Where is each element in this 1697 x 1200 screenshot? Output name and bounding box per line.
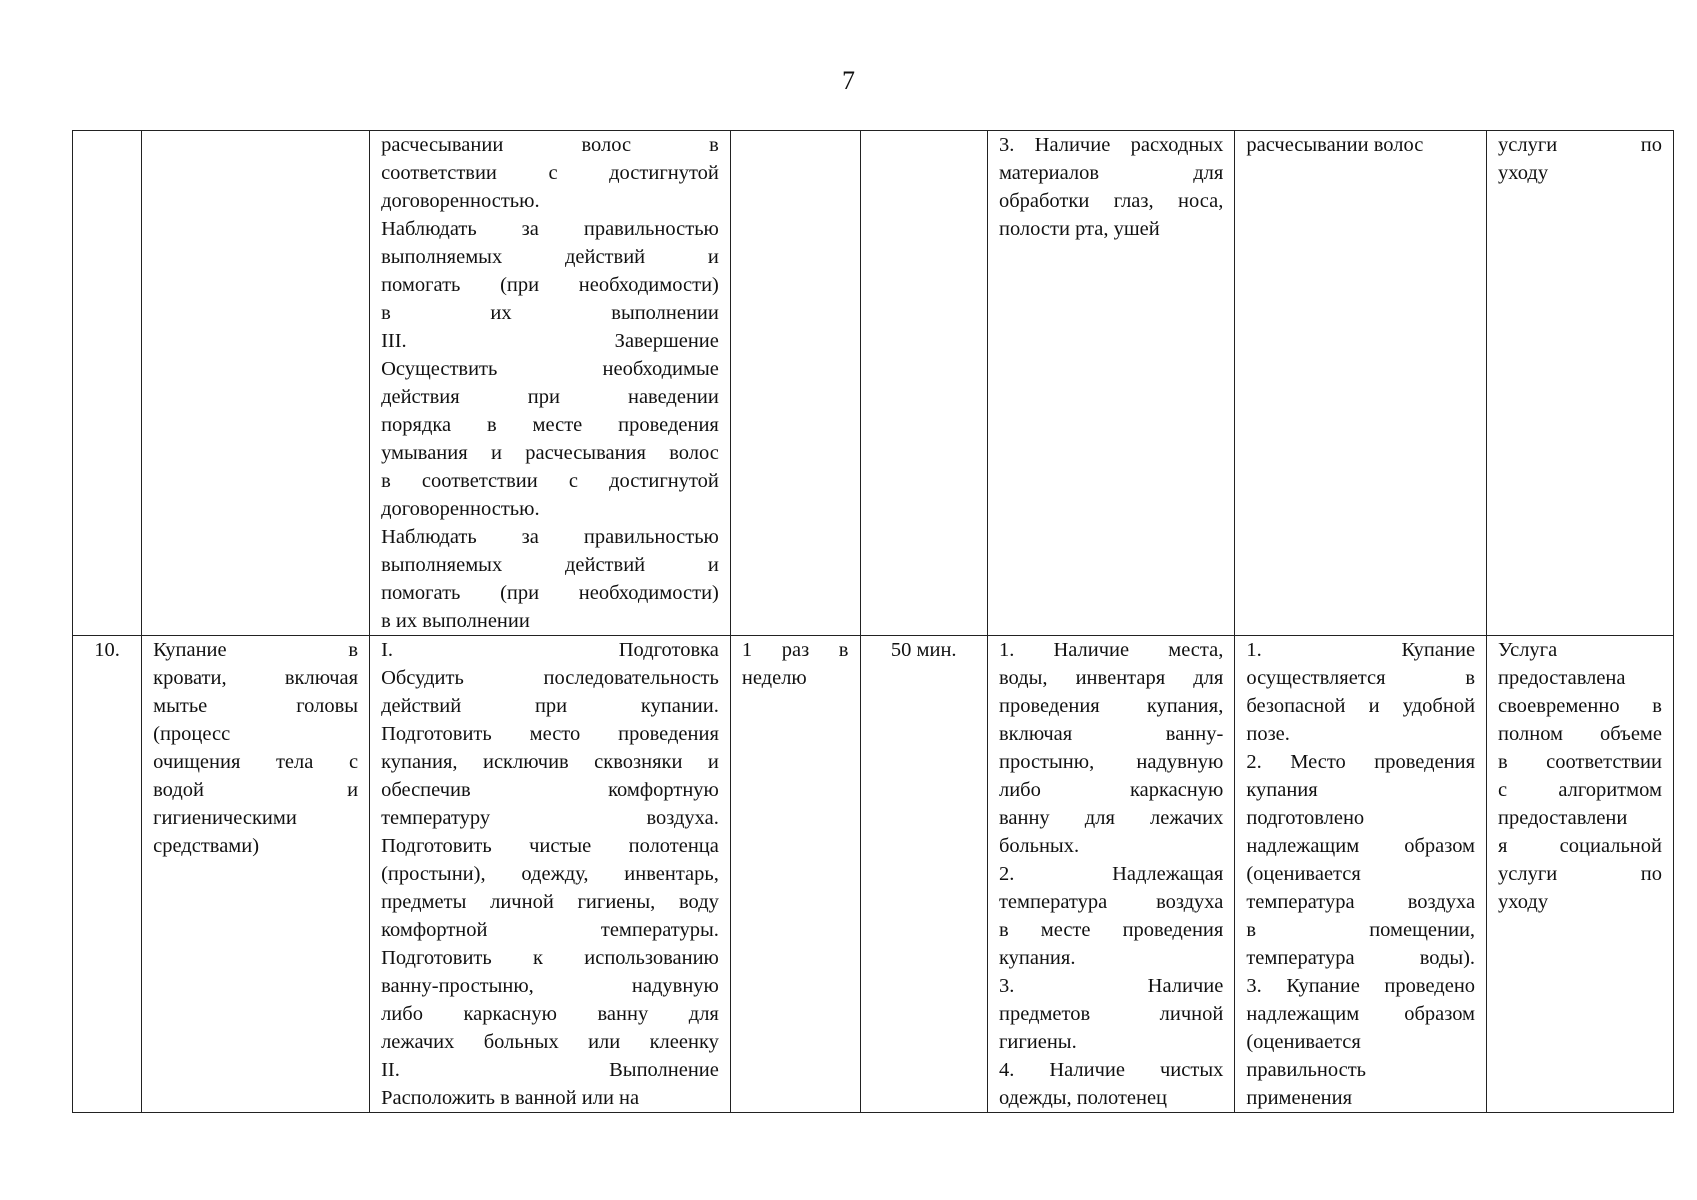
cell-quality [1235, 636, 1487, 1113]
cell-line: 2. Место проведения [1246, 751, 1476, 773]
cell-line: ванну-простыню, надувную [381, 975, 719, 997]
cell-line: 3. Наличие расходных [998, 134, 1224, 156]
cell-conditions-continued [987, 131, 1234, 636]
cell-line: гигиены. [998, 1031, 1077, 1053]
cell-line: ванну для лежачих [998, 807, 1224, 829]
cell-line: договоренностью. [381, 190, 540, 212]
cell-line: обработки глаз, носа, [998, 190, 1224, 212]
cell-line: Осуществить необходимые [381, 358, 719, 380]
cell-line: либо каркасную ванну для [381, 1003, 719, 1025]
cell-line: полости рта, ушей [998, 218, 1160, 240]
cell-line: температуру воздуха. [381, 807, 719, 829]
cell-line: Обсудить последовательность [381, 667, 719, 689]
cell-line: проведения купания, [998, 695, 1224, 717]
cell-line: температура воздуха [1246, 891, 1476, 913]
cell-line: температура воздуха [998, 891, 1224, 913]
cell-line: лежачих больных или клеенку [381, 1031, 719, 1053]
cell-line: 3. Купание проведено [1246, 975, 1476, 997]
cell-line: в их выполнении [381, 302, 719, 324]
cell-line: Услуга [1498, 639, 1558, 661]
cell-line: мытье головы [153, 695, 359, 717]
row-number: 10. [94, 639, 120, 661]
cell-line: в месте проведения [998, 919, 1224, 941]
cell-line: 1. Купание [1246, 639, 1476, 661]
cell-line: услуги по [1498, 863, 1662, 885]
cell-line: безопасной и удобной [1246, 695, 1476, 717]
cell-number-empty [73, 131, 142, 636]
cell-line: III. Завершение [381, 330, 719, 352]
cell-line: очищения тела с [153, 751, 359, 773]
cell-line: неделю [741, 667, 807, 689]
cell-frequency [730, 636, 860, 1113]
cell-line: купания, исключив сквозняки и [381, 751, 719, 773]
cell-line: средствами) [153, 835, 260, 857]
cell-line: в помещении, [1246, 919, 1476, 941]
cell-line: услуги по [1498, 134, 1662, 156]
cell-line: обеспечив комфортную [381, 779, 719, 801]
cell-line: выполняемых действий и [381, 554, 719, 576]
cell-line: порядка в месте проведения [381, 414, 719, 436]
cell-line: действия при наведении [381, 386, 719, 408]
cell-line: надлежащим образом [1246, 835, 1476, 857]
cell-line: уходу [1498, 162, 1549, 184]
cell-service-empty [142, 131, 370, 636]
cell-line: предоставлена [1498, 667, 1626, 689]
cell-line: купания. [998, 947, 1076, 969]
cell-line: Подготовить чистые полотенца [381, 835, 719, 857]
cell-line: Наблюдать за правильностью [381, 526, 719, 548]
cell-line: больных. [998, 835, 1080, 857]
cell-line: я социальной [1498, 835, 1662, 857]
cell-line: купания [1246, 779, 1318, 801]
cell-result [1487, 636, 1674, 1113]
cell-service-name [142, 636, 370, 1113]
cell-line: расчесывании волос [1246, 134, 1424, 156]
cell-line: температура воды). [1246, 947, 1476, 969]
cell-line: I. Подготовка [381, 639, 719, 661]
cell-line: II. Выполнение [381, 1059, 719, 1081]
cell-conditions [987, 636, 1234, 1113]
cell-line: 4. Наличие чистых [998, 1059, 1224, 1081]
cell-quality-continued [1235, 131, 1487, 636]
service-table [72, 130, 1674, 1113]
table-row-10 [73, 636, 1674, 1113]
cell-line: своевременно в [1498, 695, 1662, 717]
cell-line: 3. Наличие [998, 975, 1224, 997]
cell-line: предоставлени [1498, 807, 1628, 829]
cell-line: применения [1246, 1087, 1353, 1109]
cell-line: 1 раз в [741, 639, 849, 661]
cell-line: надлежащим образом [1246, 1003, 1476, 1025]
cell-line: расчесывании волос в [381, 134, 719, 156]
cell-line: (процесс [153, 723, 231, 745]
table-row-continued [73, 131, 1674, 636]
cell-line: комфортной температуры. [381, 919, 719, 941]
cell-line: водой и [153, 779, 359, 801]
cell-procedure-continued [370, 131, 731, 636]
cell-line: 2. Надлежащая [998, 863, 1224, 885]
cell-line: включая ванну- [998, 723, 1224, 745]
cell-line: Подготовить место проведения [381, 723, 719, 745]
cell-frequency-empty [730, 131, 860, 636]
cell-line: (простыни), одежду, инвентарь, [381, 863, 719, 885]
cell-line: кровати, включая [153, 667, 359, 689]
cell-line: позе. [1246, 723, 1290, 745]
cell-line: в их выполнении [381, 610, 530, 632]
cell-line: Наблюдать за правильностью [381, 218, 719, 240]
cell-line: материалов для [998, 162, 1224, 184]
time-value: 50 мин. [890, 639, 957, 661]
cell-line: простыню, надувную [998, 751, 1224, 773]
cell-line: правильность [1246, 1059, 1367, 1081]
cell-line: умывания и расчесывания волос [381, 442, 719, 464]
cell-line: гигиеническими [153, 807, 297, 829]
cell-line: Подготовить к использованию [381, 947, 719, 969]
cell-line: (оценивается [1246, 1031, 1361, 1053]
cell-line: 1. Наличие места, [998, 639, 1224, 661]
cell-line: помогать (при необходимости) [381, 274, 719, 296]
cell-line: соответствии с достигнутой [381, 162, 719, 184]
cell-line: выполняемых действий и [381, 246, 719, 268]
cell-line: (оценивается [1246, 863, 1361, 885]
cell-time-empty [860, 131, 987, 636]
cell-line: уходу [1498, 891, 1549, 913]
cell-result-continued [1487, 131, 1674, 636]
cell-line: Купание в [153, 639, 359, 661]
cell-line: с алгоритмом [1498, 779, 1662, 801]
cell-procedure [370, 636, 731, 1113]
cell-line: полном объеме [1498, 723, 1662, 745]
cell-line: в соответствии с достигнутой [381, 470, 719, 492]
cell-line: в соответствии [1498, 751, 1662, 773]
cell-line: Расположить в ванной или на [381, 1087, 640, 1109]
cell-line: предметов личной [998, 1003, 1224, 1025]
cell-time [860, 636, 987, 1113]
cell-line: помогать (при необходимости) [381, 582, 719, 604]
cell-line: одежды, полотенец [998, 1087, 1168, 1109]
page-number: 7 [842, 66, 855, 95]
cell-line: предметы личной гигиены, воду [381, 891, 719, 913]
cell-number [73, 636, 142, 1113]
cell-line: воды, инвентаря для [998, 667, 1224, 689]
cell-line: договоренностью. [381, 498, 540, 520]
cell-line: осуществляется в [1246, 667, 1476, 689]
cell-line: подготовлено [1246, 807, 1365, 829]
cell-line: действий при купании. [381, 695, 719, 717]
cell-line: либо каркасную [998, 779, 1224, 801]
